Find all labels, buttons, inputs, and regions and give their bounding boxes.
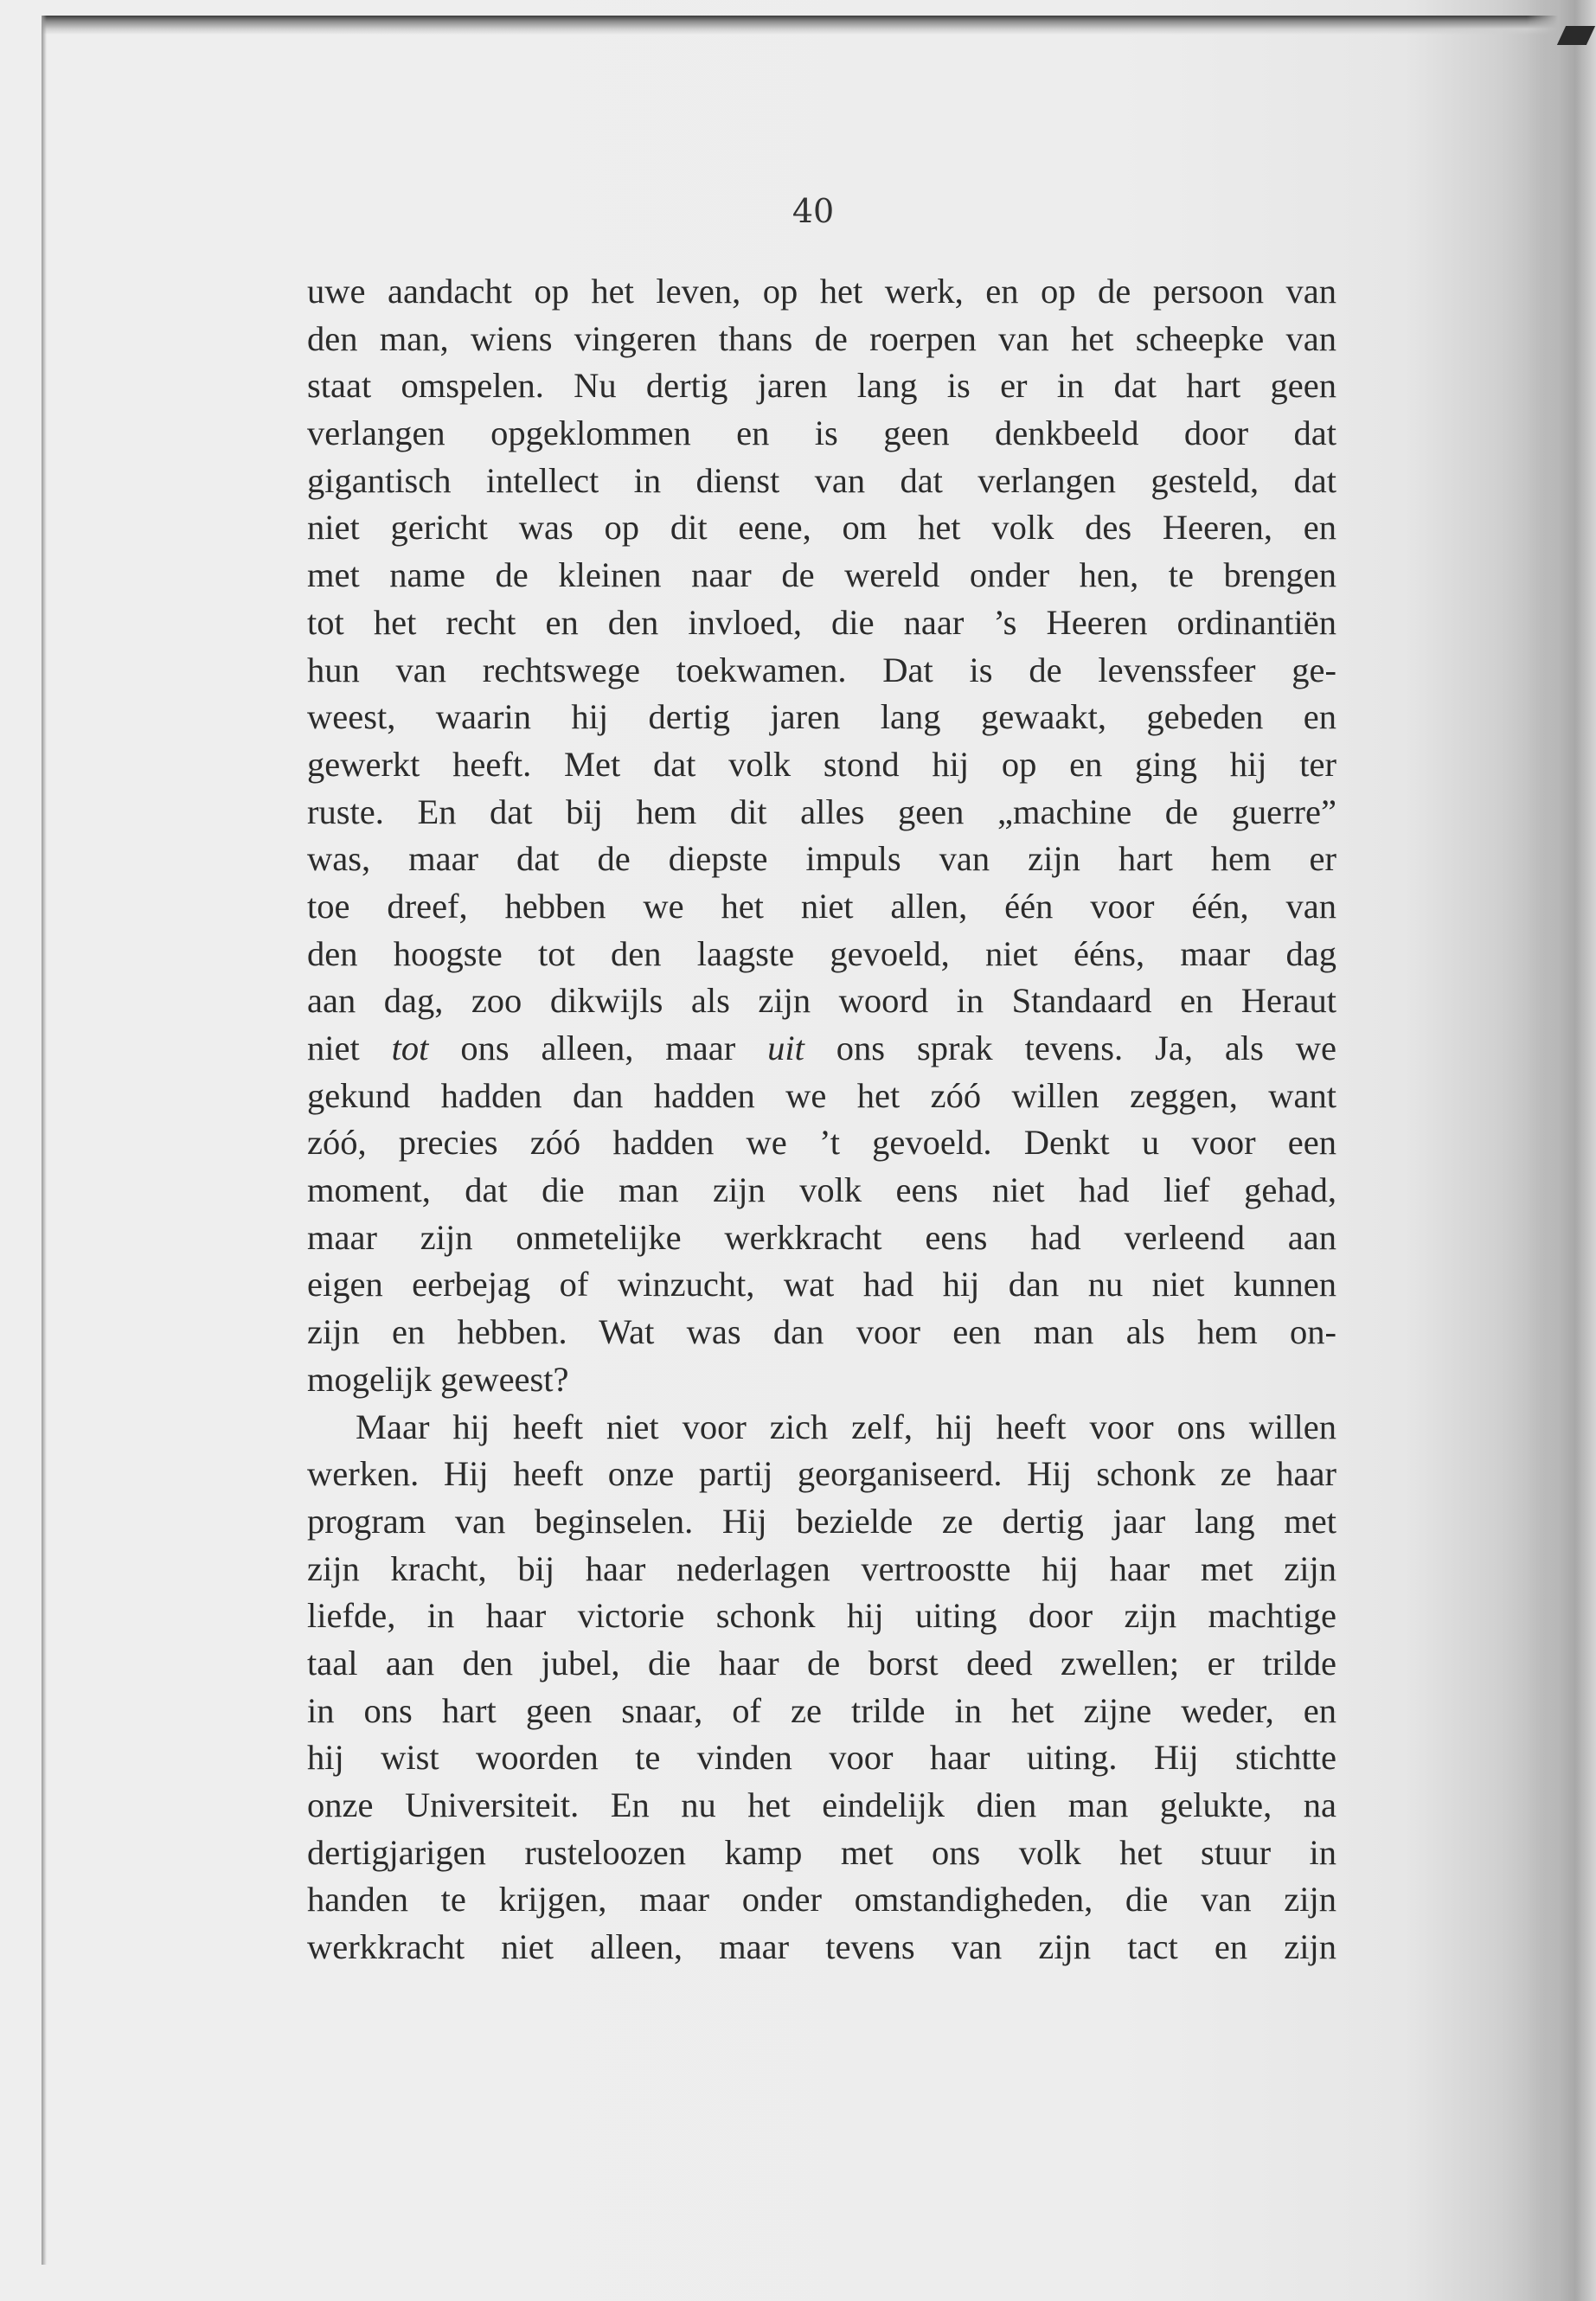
page-left-edge-shadow [42, 16, 47, 2265]
text-line: tot het recht en den invloed, die naar ’s Heeren ordinantiën [307, 602, 1336, 642]
text-line: taal aan den jubel, die haar de borst deed zwellen; er trilde [307, 1643, 1336, 1682]
text-line: hun van rechtswege toekwamen. Dat is de levenssfeer ge- [307, 650, 1336, 689]
text-line: zijn kracht, bij haar nederlagen vertroostte hij haar met zijn [307, 1548, 1336, 1588]
text-line: hij wist woorden te vinden voor haar uiting. Hij stichtte [307, 1738, 1336, 1778]
text-line: ruste. En dat bij hem dit alles geen „machine de guerre” [307, 792, 1336, 831]
body-text [307, 268, 1336, 1971]
line-segment: ons alleen, maar [428, 1029, 768, 1067]
text-line: program van beginselen. Hij bezielde ze dertig jaar lang met [307, 1501, 1336, 1541]
text-line: uwe aandacht op het leven, op het werk, en op de persoon van [307, 272, 1336, 311]
text-line: maar zijn onmetelijke werkkracht eens had verleend aan [307, 1217, 1336, 1257]
binding-shadow [1527, 0, 1596, 2301]
text-line: den man, wiens vingeren thans de roerpen van het scheepke van [307, 318, 1336, 358]
text-line: werken. Hij heeft onze partij georganiseerd. Hij schonk ze haar [307, 1454, 1336, 1494]
text-line: staat omspelen. Nu dertig jaren lang is er in dat hart geen [307, 366, 1336, 406]
text-line: onze Universiteit. En nu het eindelijk dien man gelukte, na [307, 1785, 1336, 1824]
text-line: met name de kleinen naar de wereld onder hen, te brengen [307, 555, 1336, 595]
text-line: gigantisch intellect in dienst van dat verlangen gesteld, dat [307, 460, 1336, 500]
text-line: dertigjarigen rusteloozen kamp met ons volk het stuur in [307, 1832, 1336, 1872]
text-line: moment, dat die man zijn volk eens niet had lief gehad, [307, 1170, 1336, 1210]
text-line: gewerkt heeft. Met dat volk stond hij op en ging hij ter [307, 744, 1336, 784]
page-top-edge-shadow [42, 16, 1564, 35]
text-line: weest, waarin hij dertig jaren lang gewaakt, gebeden en [307, 697, 1336, 737]
text-line: was, maar dat de diepste impuls van zijn hart hem er [307, 839, 1336, 879]
text-line: verlangen opgeklommen en is geen denkbeeld door dat [307, 413, 1336, 453]
text-line: liefde, in haar victorie schonk hij uiting door zijn machtige [307, 1596, 1336, 1636]
line-segment: niet [307, 1029, 392, 1067]
text-line: den hoogste tot den laagste gevoeld, niet ééns, maar dag [307, 933, 1336, 973]
text-line: niet gericht was op dit eene, om het volk des Heeren, en [307, 508, 1336, 548]
text-line: zóó, precies zóó hadden we ’t gevoeld. Denkt u voor een [307, 1123, 1336, 1163]
italic-word: uit [767, 1029, 804, 1067]
text-line: toe dreef, hebben we het niet allen, één voor één, van [307, 886, 1336, 926]
text-line: gekund hadden dan hadden we het zóó willen zeggen, want [307, 1075, 1336, 1115]
text-line-paragraph-end: mogelijk geweest? [307, 1359, 569, 1399]
text-line: eigen eerbejag of winzucht, wat had hij dan nu niet kunnen [307, 1265, 1336, 1304]
page-number: 40 [792, 192, 835, 230]
text-line: handen te krijgen, maar onder omstandigheden, die van zijn [307, 1880, 1336, 1920]
text-line: werkkracht niet alleen, maar tevens van zijn tact en zijn [307, 1927, 1336, 1967]
italic-word: tot [391, 1029, 429, 1067]
text-line: zijn en hebben. Wat was dan voor een man als hem on- [307, 1312, 1336, 1352]
text-line: in ons hart geen snaar, of ze trilde in het zijne weder, en [307, 1690, 1336, 1730]
text-line-paragraph-start: Maar hij heeft niet voor zich zelf, hij heeft voor ons willen [356, 1407, 1336, 1446]
text-line: aan dag, zoo dikwijls als zijn woord in Standaard en Heraut [307, 981, 1336, 1021]
line-segment: ons sprak tevens. Ja, als we [804, 1029, 1336, 1067]
text-line-with-italics [307, 1025, 1336, 1073]
